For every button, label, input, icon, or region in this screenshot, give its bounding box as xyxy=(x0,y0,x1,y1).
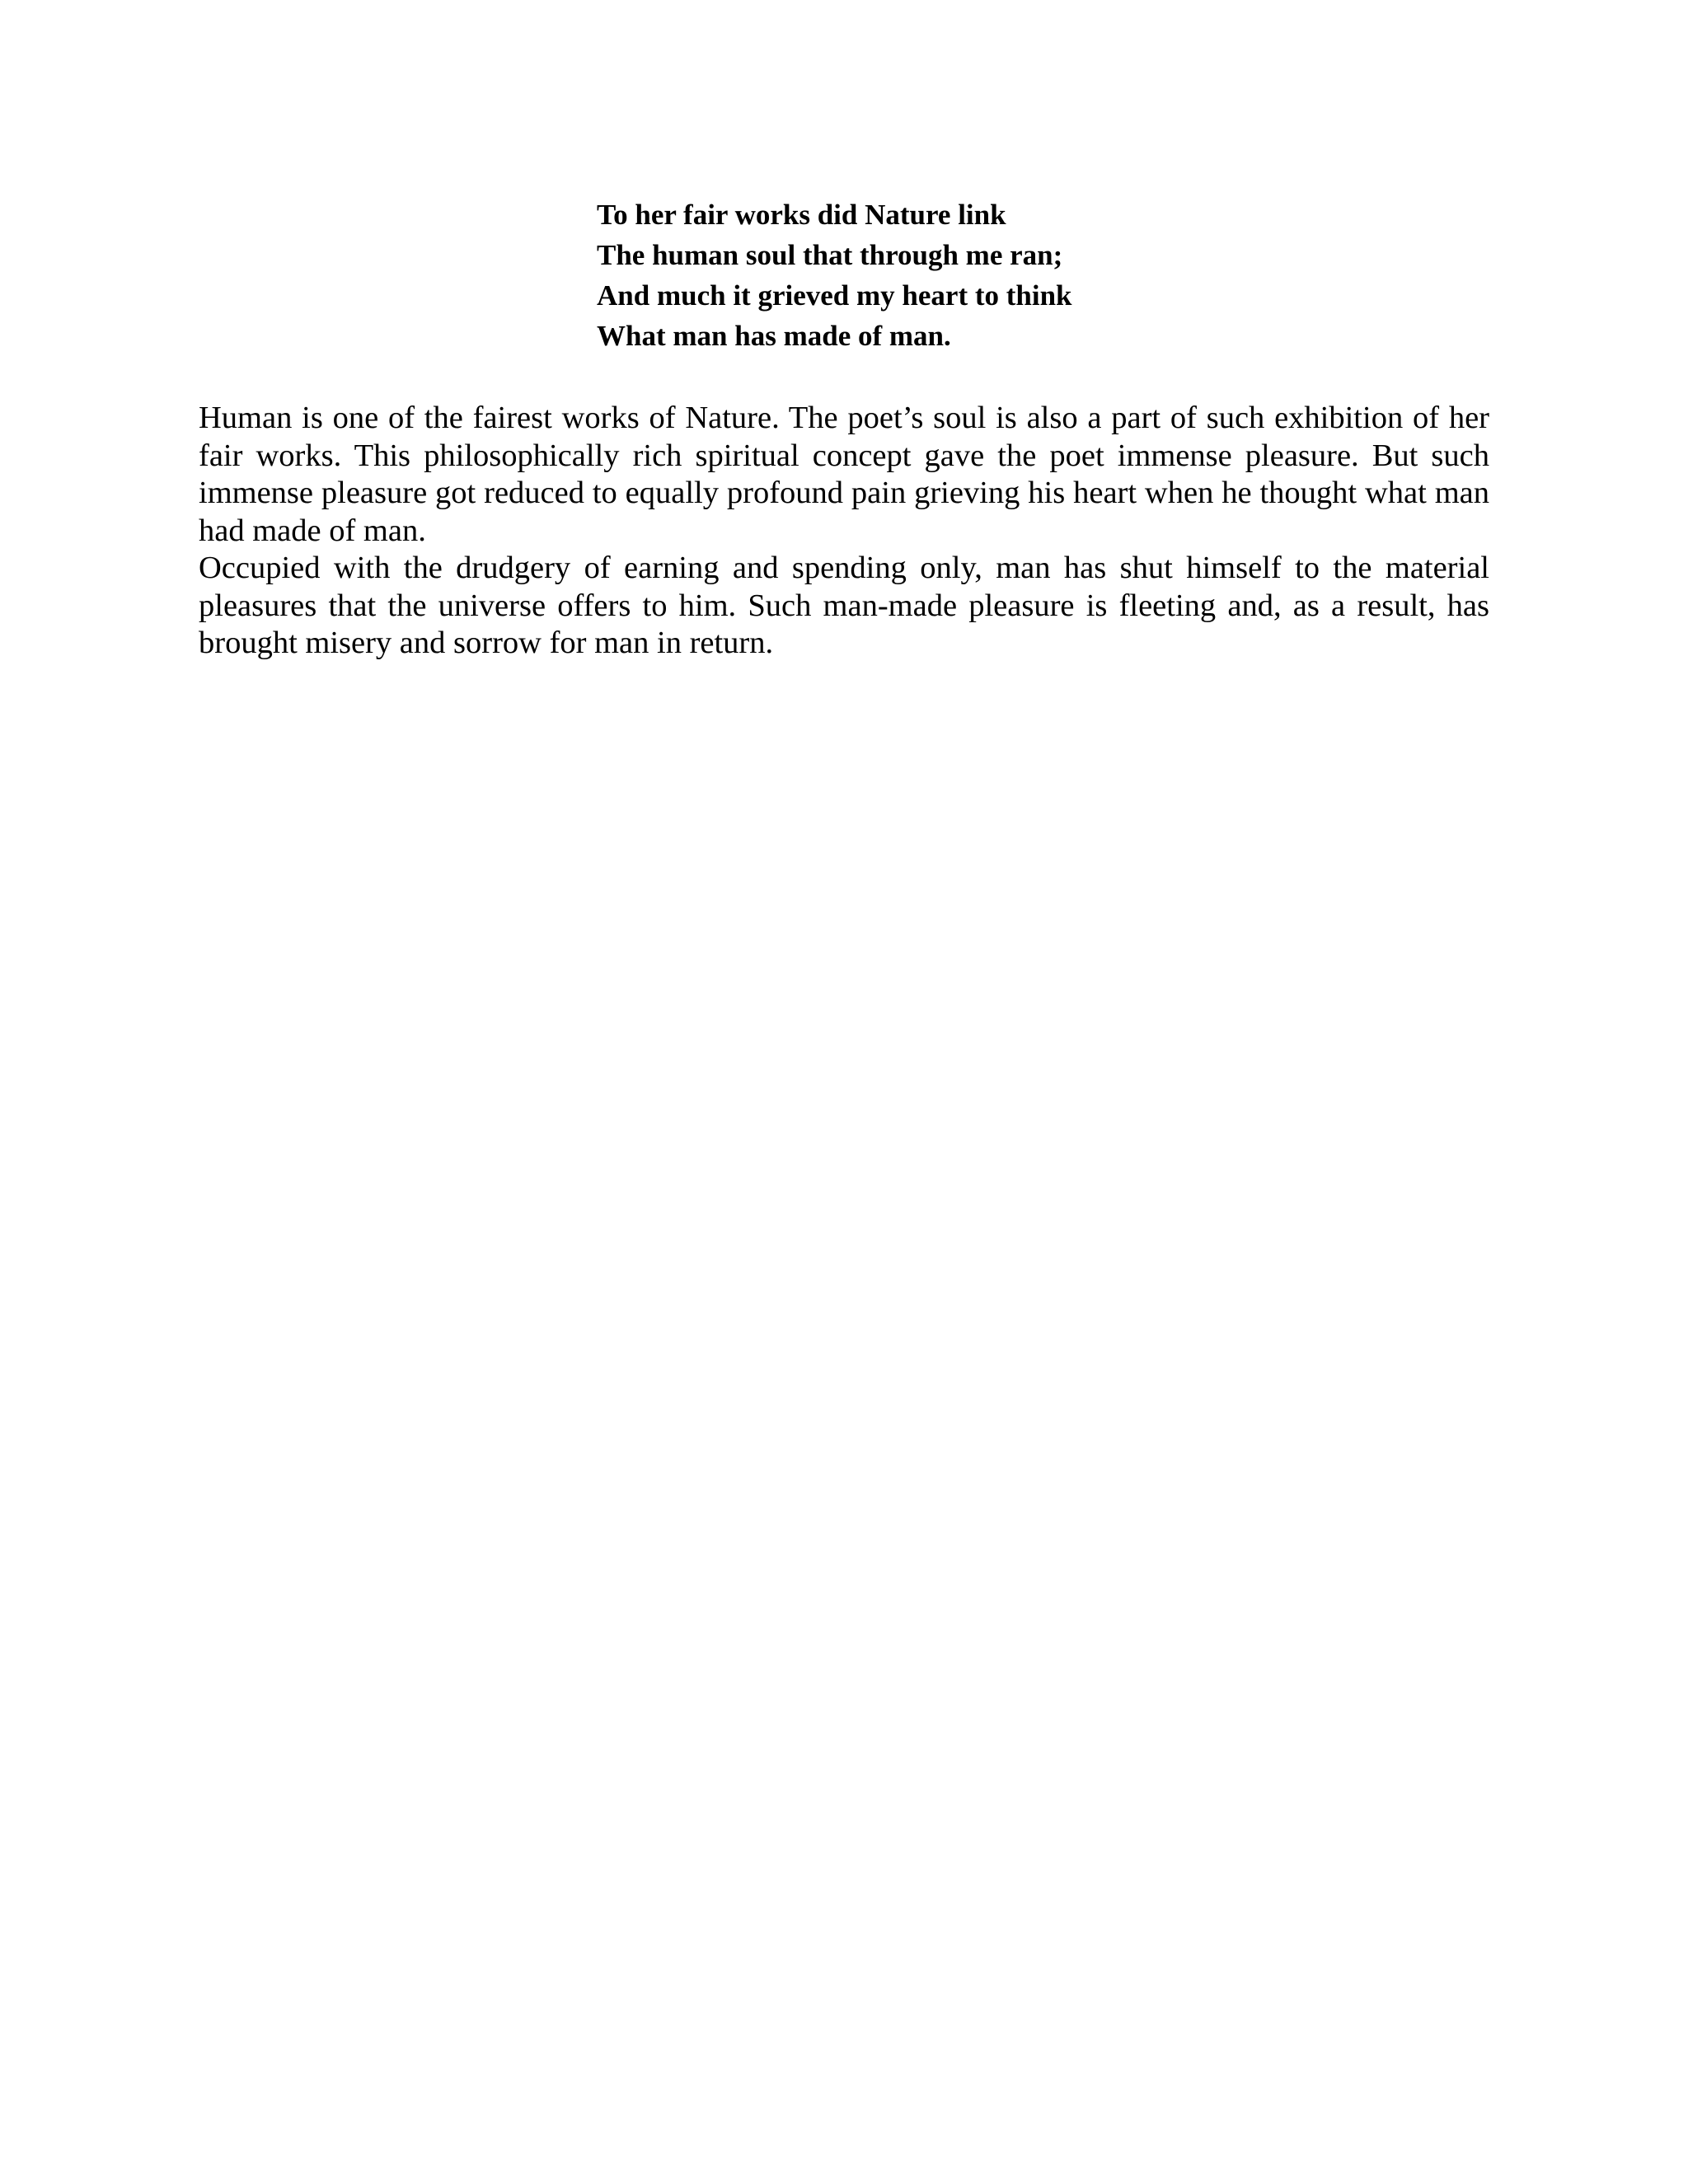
commentary-paragraph-2: Occupied with the drudgery of earning and spending only, man has shut himself to the material pleasures that the universe offers to him. Such man-made pleasure is fleeting and, as a result, has brought misery and sorrow for man in return. xyxy=(199,551,1489,660)
commentary-text xyxy=(199,400,1489,663)
poem-line-1: To her fair works did Nature link xyxy=(597,199,1006,231)
poem-line-4: What man has made of man. xyxy=(597,320,951,352)
commentary-paragraph-1: Human is one of the fairest works of Nature. The poet’s soul is also a part of such exhibition of her fair works. This philosophically rich spiritual concept gave the poet immense pleasure. But such immense pleasure got reduced to equally profound pain grieving his heart when he thought what man had made of man. xyxy=(199,401,1489,548)
poem-line-2: The human soul that through me ran; xyxy=(597,239,1063,271)
poem-line-3: And much it grieved my heart to think xyxy=(597,279,1072,312)
poem-stanza xyxy=(597,194,1339,356)
